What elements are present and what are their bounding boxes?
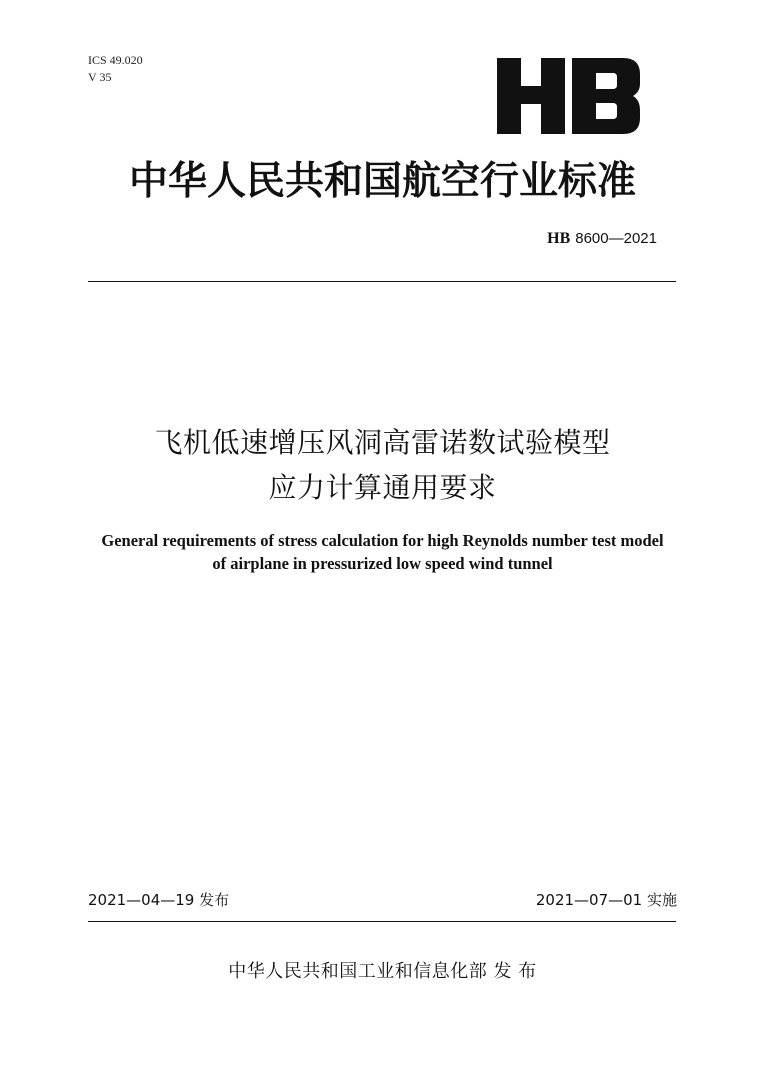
chinese-title-line-2: 应力计算通用要求: [268, 471, 497, 504]
ics-code: ICS 49.020: [88, 53, 143, 67]
hb-logo: [497, 58, 640, 134]
standard-code: 8600—2021: [575, 230, 657, 247]
classification-code: V 35: [88, 70, 112, 84]
bottom-divider: [88, 921, 676, 922]
publisher: 中华人民共和国工业和信息化部 发 布: [228, 961, 537, 982]
standard-prefix: HB: [547, 230, 571, 247]
standard-number: [547, 229, 657, 248]
implementation-date: 2021—07—01 实施: [535, 891, 677, 909]
issue-date: 2021—04—19 发布: [88, 891, 230, 909]
english-title-line-2: of airplane in pressurized low speed wind tunnel: [212, 554, 553, 573]
top-divider: [88, 281, 676, 282]
english-title-line-1: General requirements of stress calculation for high Reynolds number test model: [101, 531, 664, 550]
chinese-title-line-1: 飞机低速增压风洞高雷诺数试验模型: [154, 426, 611, 459]
ics-block: [88, 52, 143, 86]
issuing-authority-title: 中华人民共和国航空行业标准: [128, 159, 636, 204]
